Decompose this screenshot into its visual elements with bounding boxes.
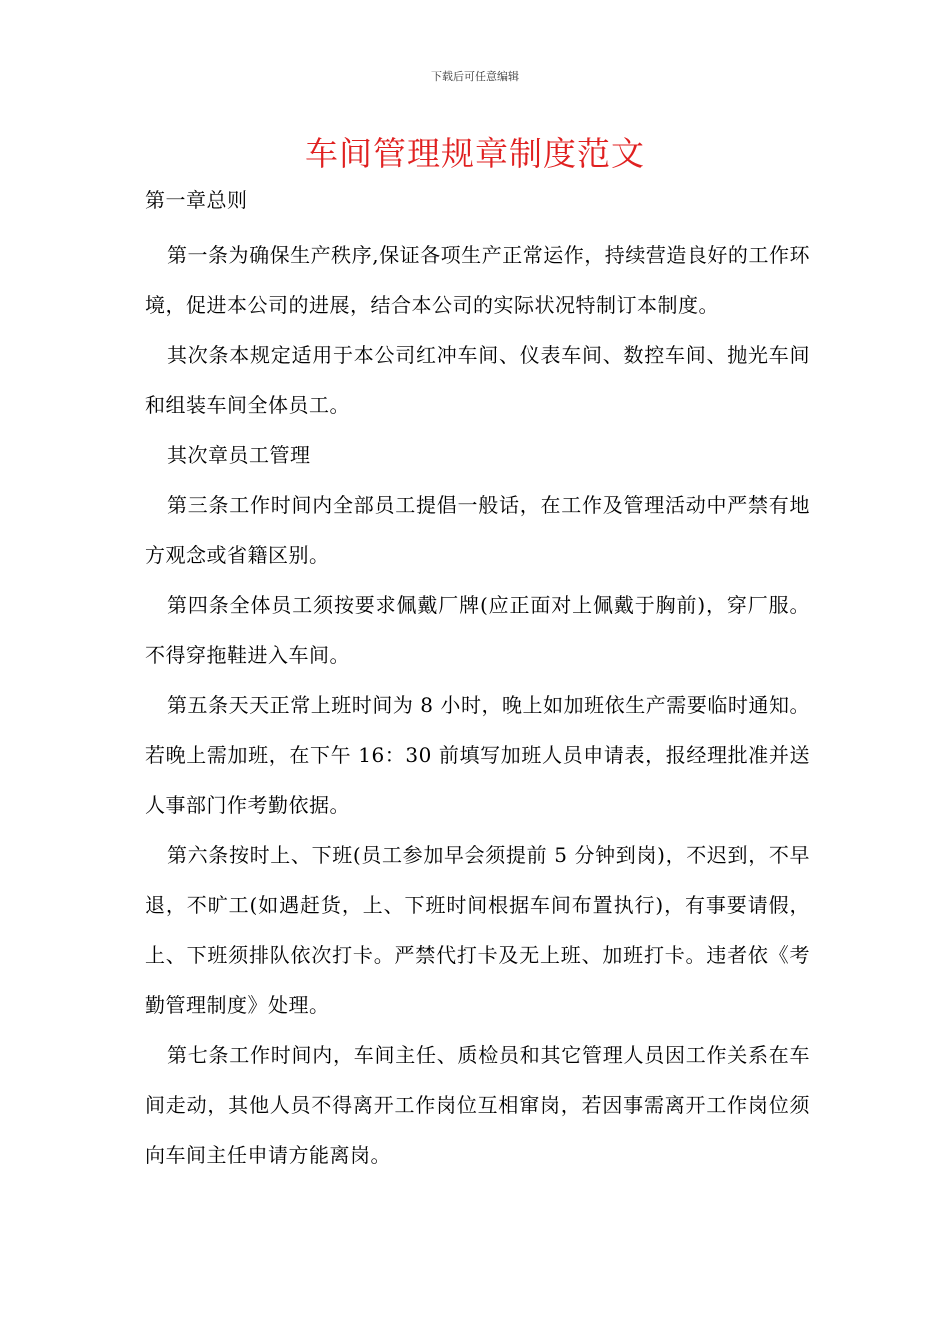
article-2: 其次条本规定适用于本公司红冲车间、仪表车间、数控车间、抛光车间和组装车间全体员工。 (145, 343, 810, 417)
chapter-heading-2: 其次章员工管理 (167, 443, 311, 467)
chapter-heading-1: 第一章总则 (145, 188, 248, 212)
header-note: 下载后可任意编辑 (431, 70, 519, 83)
article-6: 第六条按时上、下班(员工参加早会须提前 5 分钟到岗)，不迟到，不早退，不旷工(如遇赶货，上、下班时间根据车间布置执行)，有事要请假，上、下班须排队依次打卡。严禁代打卡及无上班、加班打卡。违者依《考勤管理制度》处理。 (145, 843, 810, 1017)
article-1: 第一条为确保生产秩序,保证各项生产正常运作，持续营造良好的工作环境，促进本公司的进展，结合本公司的实际状况特制订本制度。 (145, 243, 810, 317)
document-body (145, 182, 810, 1180)
article-7: 第七条工作时间内，车间主任、质检员和其它管理人员因工作关系在车间走动，其他人员不得离开工作岗位互相窜岗，若因事需离开工作岗位须向车间主任申请方能离岗。 (145, 1043, 810, 1167)
article-4: 第四条全体员工须按要求佩戴厂牌(应正面对上佩戴于胸前)，穿厂服。不得穿拖鞋进入车间。 (145, 593, 810, 667)
document-title: 车间管理规章制度范文 (305, 134, 645, 173)
article-5: 第五条天天正常上班时间为 8 小时，晚上如加班依生产需要临时通知。若晚上需加班，在下午 16：30 前填写加班人员申请表，报经理批准并送人事部门作考勤依据。 (145, 693, 810, 817)
article-3: 第三条工作时间内全部员工提倡一般话，在工作及管理活动中严禁有地方观念或省籍区别。 (145, 493, 810, 567)
